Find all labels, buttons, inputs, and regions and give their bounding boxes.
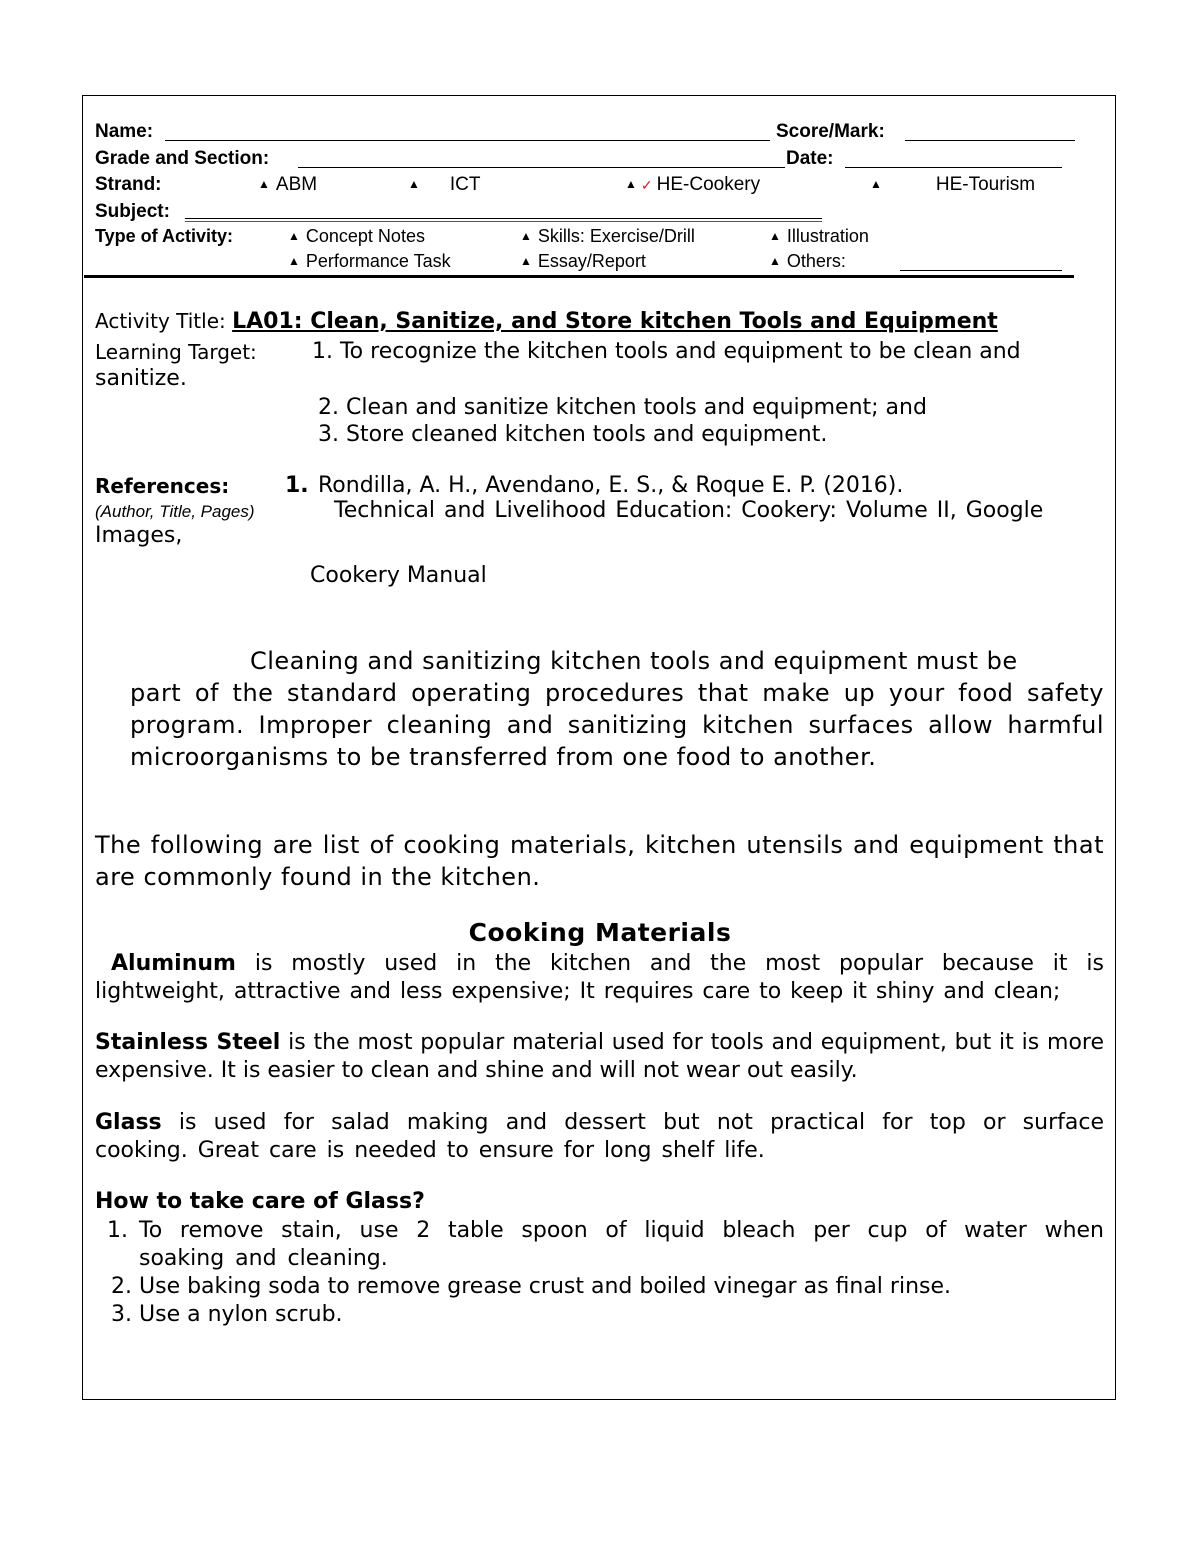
strand-option-he-cookery[interactable] (625, 174, 760, 196)
subject-field[interactable] (185, 218, 822, 219)
others-field[interactable] (900, 270, 1062, 271)
subject-field-underline (185, 221, 822, 222)
name-label: Name: (95, 121, 154, 142)
references-subtitle: (Author, Title, Pages) (95, 502, 255, 521)
bullet-icon: ▲ (258, 177, 270, 191)
section-title: Cooking Materials (468, 918, 732, 947)
date-field[interactable] (845, 167, 1062, 168)
list-item: 1. To remove stain, use 2 table spoon of liquid bleach per cup of water when soaking and cleaning. (139, 1217, 1104, 1273)
material-name: Aluminum (111, 951, 236, 976)
activity-type-concept-notes[interactable]: ▲ Concept Notes (288, 226, 425, 246)
learning-target-1-cont: sanitize. (95, 366, 187, 391)
date-label: Date: (786, 148, 834, 169)
references-label: References: (95, 474, 230, 498)
intro-paragraph (130, 645, 1104, 773)
bullet-icon: ▲ (625, 177, 637, 191)
list-item: 2. Use baking soda to remove grease crust and boiled vinegar as final rinse. (139, 1273, 1104, 1301)
bullet-icon: ▲ (769, 254, 781, 268)
strand-option-he-tourism[interactable] (870, 174, 1035, 196)
intro-first-line: Cleaning and sanitizing kitchen tools and equipment must be (250, 647, 1018, 675)
reference-line-1: Rondilla, A. H., Avendano, E. S., & Roque E. P. (2016). (318, 473, 904, 498)
learning-target-1: 1. To recognize the kitchen tools and equipment to be clean and (312, 339, 1021, 364)
material-glass (95, 1109, 1104, 1165)
material-name: Stainless Steel (95, 1030, 281, 1055)
score-field[interactable] (905, 140, 1075, 141)
score-label: Score/Mark: (776, 121, 885, 142)
bullet-icon: ▲ (769, 229, 781, 243)
material-name: Glass (95, 1110, 162, 1135)
material-aluminum (95, 950, 1104, 1006)
material-text: is used for salad making and dessert but not practical for top or surface cooking. Great care is needed to ensure for long shelf life. (95, 1110, 1104, 1163)
check-mark-icon: ✓ (640, 177, 653, 193)
reference-number: 1. (285, 473, 309, 498)
activity-type-performance-task[interactable]: ▲ Performance Task (288, 251, 451, 271)
material-text: is mostly used in the kitchen and the most popular because it is lightweight, attractive and less expensive; It requires care to keep it shiny and clean; (95, 951, 1104, 1004)
activity-type-essay-report[interactable]: ▲ Essay/Report (520, 251, 646, 271)
reference-line-3: Cookery Manual (310, 563, 487, 588)
activity-title: LA01: Clean, Sanitize, and Store kitchen Tools and Equipment (232, 309, 998, 334)
strand-he-cookery-label: HE-Cookery (656, 174, 761, 195)
bullet-icon: ▲ (288, 229, 300, 243)
learning-target-label: Learning Target: (95, 340, 257, 364)
grade-section-label: Grade and Section: (95, 148, 270, 169)
material-text: is the most popular material used for tools and equipment, but it is more expensive. It is easier to clean and shine and will not wear out easily. (95, 1030, 1105, 1083)
learning-target-3: 3. Store cleaned kitchen tools and equipment. (318, 422, 828, 447)
activity-title-label: Activity Title: (95, 309, 226, 333)
grade-section-field[interactable] (298, 167, 785, 168)
bullet-icon: ▲ (288, 254, 300, 268)
learning-target-2: 2. Clean and sanitize kitchen tools and equipment; and (318, 395, 927, 420)
bullet-icon: ▲ (408, 177, 420, 191)
activity-type-others[interactable]: ▲ Others: (769, 251, 846, 271)
material-stainless-steel (95, 1029, 1104, 1085)
list-intro-paragraph: The following are list of cooking materials, kitchen utensils and equipment that are commonly found in the kitchen. (95, 831, 1104, 891)
reference-line-2: Technical and Livelihood Education: Cookery: Volume II, Google (334, 498, 1044, 523)
reference-line-2-cont: Images, (95, 523, 183, 548)
bullet-icon: ▲ (520, 229, 532, 243)
activity-type-illustration[interactable]: ▲ Illustration (769, 226, 869, 246)
glass-care-title: How to take care of Glass? (95, 1189, 425, 1214)
activity-title-row (95, 309, 998, 334)
subject-label: Subject: (95, 201, 170, 222)
activity-type-skills[interactable]: ▲ Skills: Exercise/Drill (520, 226, 695, 246)
strand-option-abm[interactable] (258, 174, 317, 196)
activity-type-label: Type of Activity: (95, 226, 234, 246)
strand-abm-label: ABM (275, 174, 318, 195)
glass-care-list (95, 1217, 1104, 1329)
intro-rest: part of the standard operating procedures that make up your food safety program. Improper cleaning and sanitizing kitchen surfaces allow harmful microorganisms to be transferred from one food to another. (130, 679, 1104, 771)
strand-he-tourism-label: HE-Tourism (935, 174, 1036, 195)
bullet-icon: ▲ (520, 254, 532, 268)
header-divider (84, 275, 1074, 278)
strand-ict-label: ICT (449, 174, 481, 195)
name-field[interactable] (165, 140, 770, 141)
strand-option-ict[interactable] (408, 174, 481, 196)
list-item: 3. Use a nylon scrub. (139, 1301, 1104, 1329)
strand-label: Strand: (95, 174, 162, 195)
bullet-icon: ▲ (870, 177, 882, 191)
